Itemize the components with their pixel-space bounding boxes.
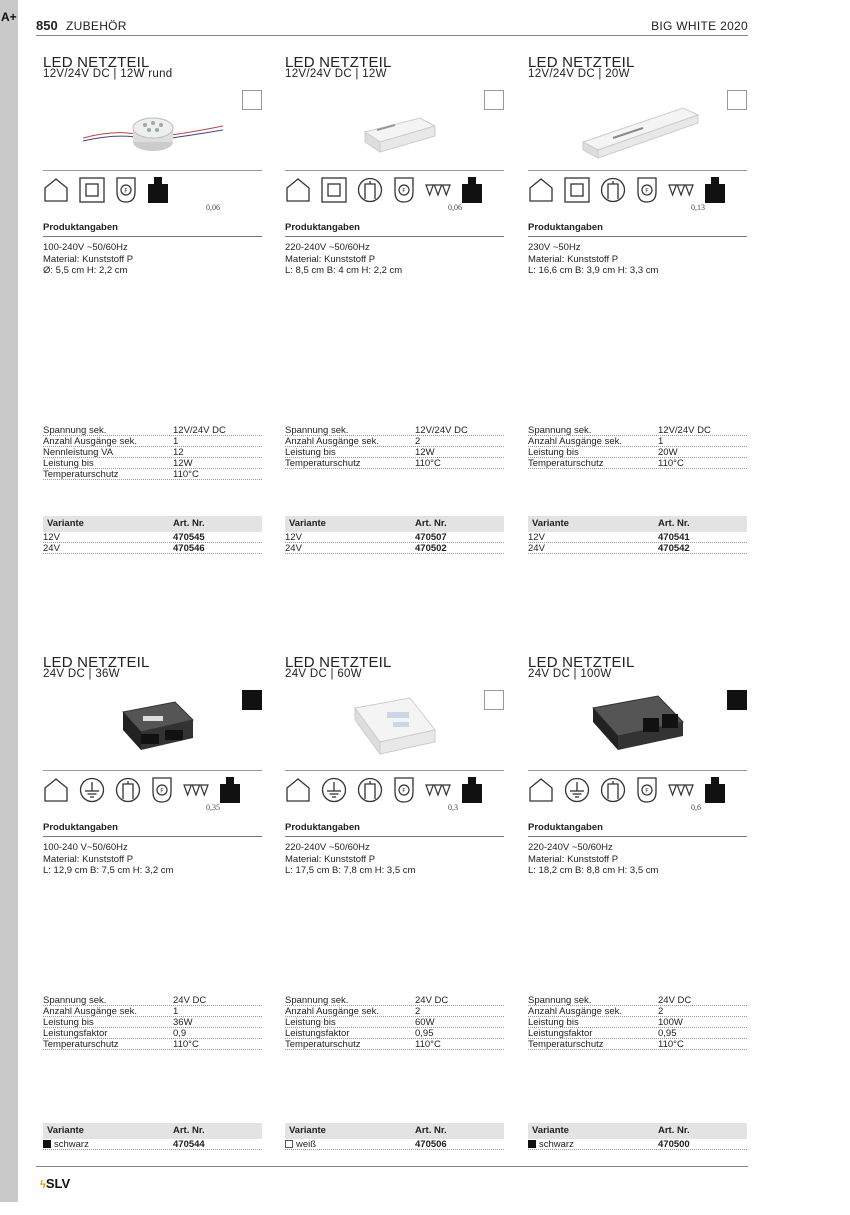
indoor-icon <box>285 777 311 803</box>
spec-table <box>528 995 747 1050</box>
variant-table <box>285 516 504 554</box>
spec-table <box>43 995 262 1050</box>
spec-table <box>43 425 262 480</box>
detail-line: 220-240V ~50/60Hz <box>528 842 613 853</box>
variant-label: schwarz <box>539 1139 574 1150</box>
product-photo <box>568 690 708 770</box>
product-title: LED NETZTEIL <box>43 654 150 671</box>
variant-name <box>528 532 545 543</box>
product-photo <box>325 90 465 170</box>
weight-value: 0,6 <box>691 803 701 812</box>
color-swatch <box>242 690 262 710</box>
variant-name <box>285 1139 316 1150</box>
variant-col-header: Variante <box>289 518 326 529</box>
produktangaben-heading: Produktangaben <box>43 222 262 237</box>
weight-icon <box>147 177 169 203</box>
spec-row <box>285 1006 504 1017</box>
svg-text:F: F <box>402 187 406 195</box>
brand-logo <box>40 1176 70 1191</box>
product-subtitle: 24V DC | 36W <box>43 668 120 680</box>
ground-icon <box>79 777 105 803</box>
product-photo <box>83 690 223 770</box>
spec-key: Leistung bis <box>43 458 94 469</box>
product-title: LED NETZTEIL <box>528 654 635 671</box>
feature-icons <box>528 770 747 814</box>
spec-key: Spannung sek. <box>285 425 349 436</box>
spec-value: 110°C <box>658 1039 684 1050</box>
spec-key: Temperaturschutz <box>285 1039 361 1050</box>
variant-label: 24V <box>528 543 545 554</box>
variant-name <box>285 532 302 543</box>
spec-key: Spannung sek. <box>285 995 349 1006</box>
spec-value: 20W <box>658 447 678 458</box>
spec-key: Temperaturschutz <box>285 458 361 469</box>
driver-icon <box>636 177 658 203</box>
spec-row <box>528 458 747 469</box>
article-number: 470502 <box>415 543 447 554</box>
spec-key: Anzahl Ausgänge sek. <box>528 436 623 447</box>
weight-icon <box>219 777 241 803</box>
spec-table <box>285 425 504 469</box>
spec-key: Anzahl Ausgänge sek. <box>285 436 380 447</box>
product-subtitle: 12V/24V DC | 20W <box>528 68 630 80</box>
indoor-icon <box>285 177 311 203</box>
spec-row <box>528 436 747 447</box>
class2-icon <box>564 177 590 203</box>
spec-value: 12V/24V DC <box>173 425 226 436</box>
variant-col-header: Variante <box>532 518 569 529</box>
variant-header <box>43 516 262 532</box>
detail-line: Material: Kunststoff P <box>43 853 134 865</box>
variant-table <box>528 516 747 554</box>
spec-row <box>528 995 747 1006</box>
variant-col-header: Variante <box>47 518 84 529</box>
weight-value: 0,06 <box>206 203 220 212</box>
class2-icon <box>79 177 105 203</box>
spec-value: 1 <box>658 436 664 447</box>
color-swatch <box>727 690 747 710</box>
spec-value: 24V DC <box>658 995 692 1006</box>
product-card <box>528 655 747 1215</box>
spec-key: Leistung bis <box>528 447 579 458</box>
spec-key: Anzahl Ausgänge sek. <box>43 436 138 447</box>
feature-icons <box>43 770 262 814</box>
spec-row <box>528 1028 747 1039</box>
article-number: 470507 <box>415 532 447 543</box>
footer-divider <box>36 1166 748 1167</box>
color-swatch <box>484 90 504 110</box>
spec-key: Spannung sek. <box>43 425 107 436</box>
indoor-icon <box>528 177 554 203</box>
product-details <box>43 842 173 877</box>
drop-in-icon <box>600 177 626 203</box>
variant-row <box>43 543 262 554</box>
energy-class-label: A+ <box>1 10 17 24</box>
spec-value: 100W <box>658 1017 683 1028</box>
drop-in-icon <box>357 777 383 803</box>
variant-row <box>285 1139 504 1150</box>
variant-header <box>285 1123 504 1139</box>
variant-table <box>285 1123 504 1150</box>
spec-key: Spannung sek. <box>528 425 592 436</box>
spec-table <box>528 425 747 469</box>
product-details <box>528 242 658 277</box>
spec-value: 110°C <box>173 1039 199 1050</box>
spec-key: Anzahl Ausgänge sek. <box>528 1006 623 1017</box>
product-card <box>285 655 504 1215</box>
variant-header <box>43 1123 262 1139</box>
spec-key: Anzahl Ausgänge sek. <box>285 1006 380 1017</box>
weight-value: 0,3 <box>448 803 458 812</box>
weight-icon <box>461 177 483 203</box>
spec-row <box>43 1006 262 1017</box>
spec-row <box>528 447 747 458</box>
spec-row <box>285 1017 504 1028</box>
produktangaben-heading: Produktangaben <box>285 822 504 837</box>
driver-icon <box>115 177 137 203</box>
spec-key: Leistung bis <box>43 1017 94 1028</box>
color-swatch <box>242 90 262 110</box>
drop-in-icon <box>357 177 383 203</box>
variant-label: weiß <box>296 1139 317 1150</box>
article-number: 470546 <box>173 543 205 554</box>
variant-row <box>285 543 504 554</box>
bolt-icon: ϟ <box>40 1179 46 1191</box>
product-details <box>285 842 415 877</box>
produktangaben-heading: Produktangaben <box>528 222 747 237</box>
spec-row <box>43 1017 262 1028</box>
variant-row <box>528 1139 747 1150</box>
spec-value: 110°C <box>415 458 441 469</box>
spec-row <box>285 425 504 436</box>
spec-value: 36W <box>173 1017 193 1028</box>
detail-line: Material: Kunststoff P <box>528 253 619 265</box>
triangles-icon <box>425 177 451 203</box>
detail-line: L: 17,5 cm B: 7,8 cm H: 3,5 cm <box>285 865 416 876</box>
article-number: 470506 <box>415 1139 447 1150</box>
product-photo <box>568 90 708 170</box>
spec-key: Temperaturschutz <box>528 1039 604 1050</box>
section-title: ZUBEHÖR <box>66 19 127 33</box>
detail-line: 100-240V ~50/60Hz <box>43 242 128 253</box>
detail-line: 100-240 V~50/60Hz <box>43 842 128 853</box>
spec-row <box>43 469 262 480</box>
article-number: 470541 <box>658 532 690 543</box>
product-card <box>528 55 747 615</box>
spec-row <box>528 425 747 436</box>
variant-name <box>43 1139 89 1150</box>
triangles-icon <box>183 777 209 803</box>
variant-label: 12V <box>528 532 545 543</box>
product-subtitle: 12V/24V DC | 12W <box>285 68 387 80</box>
detail-line: L: 16,6 cm B: 3,9 cm H: 3,3 cm <box>528 265 659 276</box>
variant-label: 24V <box>285 543 302 554</box>
drop-in-icon <box>600 777 626 803</box>
indoor-icon <box>43 177 69 203</box>
produktangaben-heading: Produktangaben <box>528 822 747 837</box>
spec-value: 110°C <box>658 458 684 469</box>
spec-key: Temperaturschutz <box>43 469 119 480</box>
triangles-icon <box>425 777 451 803</box>
variant-table <box>528 1123 747 1150</box>
product-photo <box>325 690 465 770</box>
article-number: 470500 <box>658 1139 690 1150</box>
detail-line: 220-240V ~50/60Hz <box>285 242 370 253</box>
spec-row <box>528 1039 747 1050</box>
variant-col-header: Variante <box>47 1125 84 1136</box>
weight-icon <box>461 777 483 803</box>
variant-label: 12V <box>285 532 302 543</box>
spec-row <box>528 1006 747 1017</box>
product-card <box>285 55 504 615</box>
spec-value: 12W <box>415 447 435 458</box>
spec-value: 2 <box>415 436 421 447</box>
spec-key: Leistung bis <box>285 447 336 458</box>
color-swatch <box>727 90 747 110</box>
weight-icon <box>704 777 726 803</box>
article-number: 470542 <box>658 543 690 554</box>
artnr-col-header: Art. Nr. <box>415 518 447 529</box>
spec-row <box>43 436 262 447</box>
spec-row <box>285 1028 504 1039</box>
variant-label: schwarz <box>54 1139 89 1150</box>
variant-table <box>43 516 262 554</box>
spec-key: Spannung sek. <box>528 995 592 1006</box>
spec-key: Leistung bis <box>285 1017 336 1028</box>
spec-value: 1 <box>173 1006 179 1017</box>
variant-header <box>285 516 504 532</box>
variant-row <box>43 532 262 543</box>
svg-text:F: F <box>124 187 128 195</box>
produktangaben-heading: Produktangaben <box>285 222 504 237</box>
product-photo <box>83 90 223 170</box>
triangles-icon <box>668 777 694 803</box>
detail-line: Material: Kunststoff P <box>43 253 134 265</box>
spec-row <box>285 1039 504 1050</box>
ground-icon <box>564 777 590 803</box>
spec-key: Leistungsfaktor <box>285 1028 350 1039</box>
indoor-icon <box>528 777 554 803</box>
spec-key: Temperaturschutz <box>528 458 604 469</box>
spec-value: 24V DC <box>173 995 207 1006</box>
artnr-col-header: Art. Nr. <box>173 1125 205 1136</box>
variant-label: 12V <box>43 532 60 543</box>
detail-line: L: 18,2 cm B: 8,8 cm H: 3,5 cm <box>528 865 659 876</box>
svg-text:F: F <box>645 787 649 795</box>
ground-icon <box>321 777 347 803</box>
feature-icons <box>43 170 262 214</box>
spec-row <box>285 995 504 1006</box>
product-card <box>43 55 262 615</box>
driver-icon <box>393 777 415 803</box>
triangles-icon <box>668 177 694 203</box>
spec-value: 0,95 <box>415 1028 434 1039</box>
detail-line: L: 8,5 cm B: 4 cm H: 2,2 cm <box>285 265 403 276</box>
catalog-title: BIG WHITE 2020 <box>651 19 748 33</box>
spec-value: 12W <box>173 458 193 469</box>
variant-col-header: Variante <box>532 1125 569 1136</box>
spec-value: 12V/24V DC <box>415 425 468 436</box>
driver-icon <box>151 777 173 803</box>
weight-value: 0,13 <box>691 203 705 212</box>
svg-text:F: F <box>160 787 164 795</box>
variant-table <box>43 1123 262 1150</box>
color-chip <box>528 1140 536 1148</box>
artnr-col-header: Art. Nr. <box>658 1125 690 1136</box>
weight-icon <box>704 177 726 203</box>
page-number: 850 <box>36 18 58 33</box>
artnr-col-header: Art. Nr. <box>415 1125 447 1136</box>
spec-value: 110°C <box>173 469 199 480</box>
svg-text:F: F <box>402 787 406 795</box>
article-number: 470545 <box>173 532 205 543</box>
spec-row <box>528 1017 747 1028</box>
detail-line: Material: Kunststoff P <box>285 853 376 865</box>
spec-value: 12 <box>173 447 184 458</box>
variant-row <box>528 532 747 543</box>
variant-row <box>528 543 747 554</box>
spec-value: 2 <box>415 1006 421 1017</box>
artnr-col-header: Art. Nr. <box>173 518 205 529</box>
variant-col-header: Variante <box>289 1125 326 1136</box>
spec-row <box>43 458 262 469</box>
produktangaben-heading: Produktangaben <box>43 822 262 837</box>
spec-value: 0,95 <box>658 1028 677 1039</box>
spec-row <box>43 1039 262 1050</box>
spec-value: 12V/24V DC <box>658 425 711 436</box>
spec-row <box>43 1028 262 1039</box>
artnr-col-header: Art. Nr. <box>658 518 690 529</box>
detail-line: L: 12,9 cm B: 7,5 cm H: 3,2 cm <box>43 865 174 876</box>
variant-label: 24V <box>43 543 60 554</box>
spec-row <box>43 447 262 458</box>
spec-value: 2 <box>658 1006 664 1017</box>
product-title: LED NETZTEIL <box>285 654 392 671</box>
spec-value: 60W <box>415 1017 435 1028</box>
spec-value: 0,9 <box>173 1028 187 1039</box>
article-number: 470544 <box>173 1139 205 1150</box>
spec-value: 24V DC <box>415 995 449 1006</box>
spec-key: Leistungsfaktor <box>528 1028 593 1039</box>
product-subtitle: 12V/24V DC | 12W rund <box>43 68 173 80</box>
color-swatch <box>484 690 504 710</box>
spec-key: Nennleistung VA <box>43 447 114 458</box>
detail-line: 220-240V ~50/60Hz <box>285 842 370 853</box>
variant-row <box>43 1139 262 1150</box>
product-details <box>43 242 133 277</box>
product-details <box>528 842 658 877</box>
variant-name <box>528 1139 574 1150</box>
product-subtitle: 24V DC | 100W <box>528 668 612 680</box>
spec-key: Temperaturschutz <box>43 1039 119 1050</box>
spec-key: Leistungsfaktor <box>43 1028 108 1039</box>
detail-line: Material: Kunststoff P <box>285 253 376 265</box>
product-title: LED NETZTEIL <box>285 54 392 71</box>
driver-icon <box>393 177 415 203</box>
svg-text:F: F <box>645 187 649 195</box>
spec-value: 110°C <box>415 1039 441 1050</box>
product-title: LED NETZTEIL <box>528 54 635 71</box>
spec-row <box>43 425 262 436</box>
product-subtitle: 24V DC | 60W <box>285 668 362 680</box>
detail-line: 230V ~50Hz <box>528 242 581 253</box>
detail-line: Material: Kunststoff P <box>528 853 619 865</box>
indoor-icon <box>43 777 69 803</box>
spec-row <box>43 995 262 1006</box>
variant-name <box>285 543 302 554</box>
color-chip <box>285 1140 293 1148</box>
page-header <box>36 16 748 36</box>
product-details <box>285 242 402 277</box>
feature-icons <box>285 770 504 814</box>
variant-name <box>43 532 60 543</box>
spec-row <box>285 447 504 458</box>
driver-icon <box>636 777 658 803</box>
variant-name <box>528 543 545 554</box>
product-card <box>43 655 262 1215</box>
side-tab <box>0 0 18 1202</box>
drop-in-icon <box>115 777 141 803</box>
detail-line: Ø: 5,5 cm H: 2,2 cm <box>43 265 128 276</box>
weight-value: 0,35 <box>206 803 220 812</box>
spec-key: Spannung sek. <box>43 995 107 1006</box>
variant-header <box>528 1123 747 1139</box>
feature-icons <box>528 170 747 214</box>
weight-value: 0,06 <box>448 203 462 212</box>
spec-key: Anzahl Ausgänge sek. <box>43 1006 138 1017</box>
product-title: LED NETZTEIL <box>43 54 150 71</box>
spec-key: Leistung bis <box>528 1017 579 1028</box>
feature-icons <box>285 170 504 214</box>
spec-value: 1 <box>173 436 179 447</box>
brand-name: SLV <box>45 1176 71 1191</box>
variant-row <box>285 532 504 543</box>
spec-row <box>285 436 504 447</box>
spec-row <box>285 458 504 469</box>
color-chip <box>43 1140 51 1148</box>
variant-header <box>528 516 747 532</box>
spec-table <box>285 995 504 1050</box>
variant-name <box>43 543 60 554</box>
class2-icon <box>321 177 347 203</box>
